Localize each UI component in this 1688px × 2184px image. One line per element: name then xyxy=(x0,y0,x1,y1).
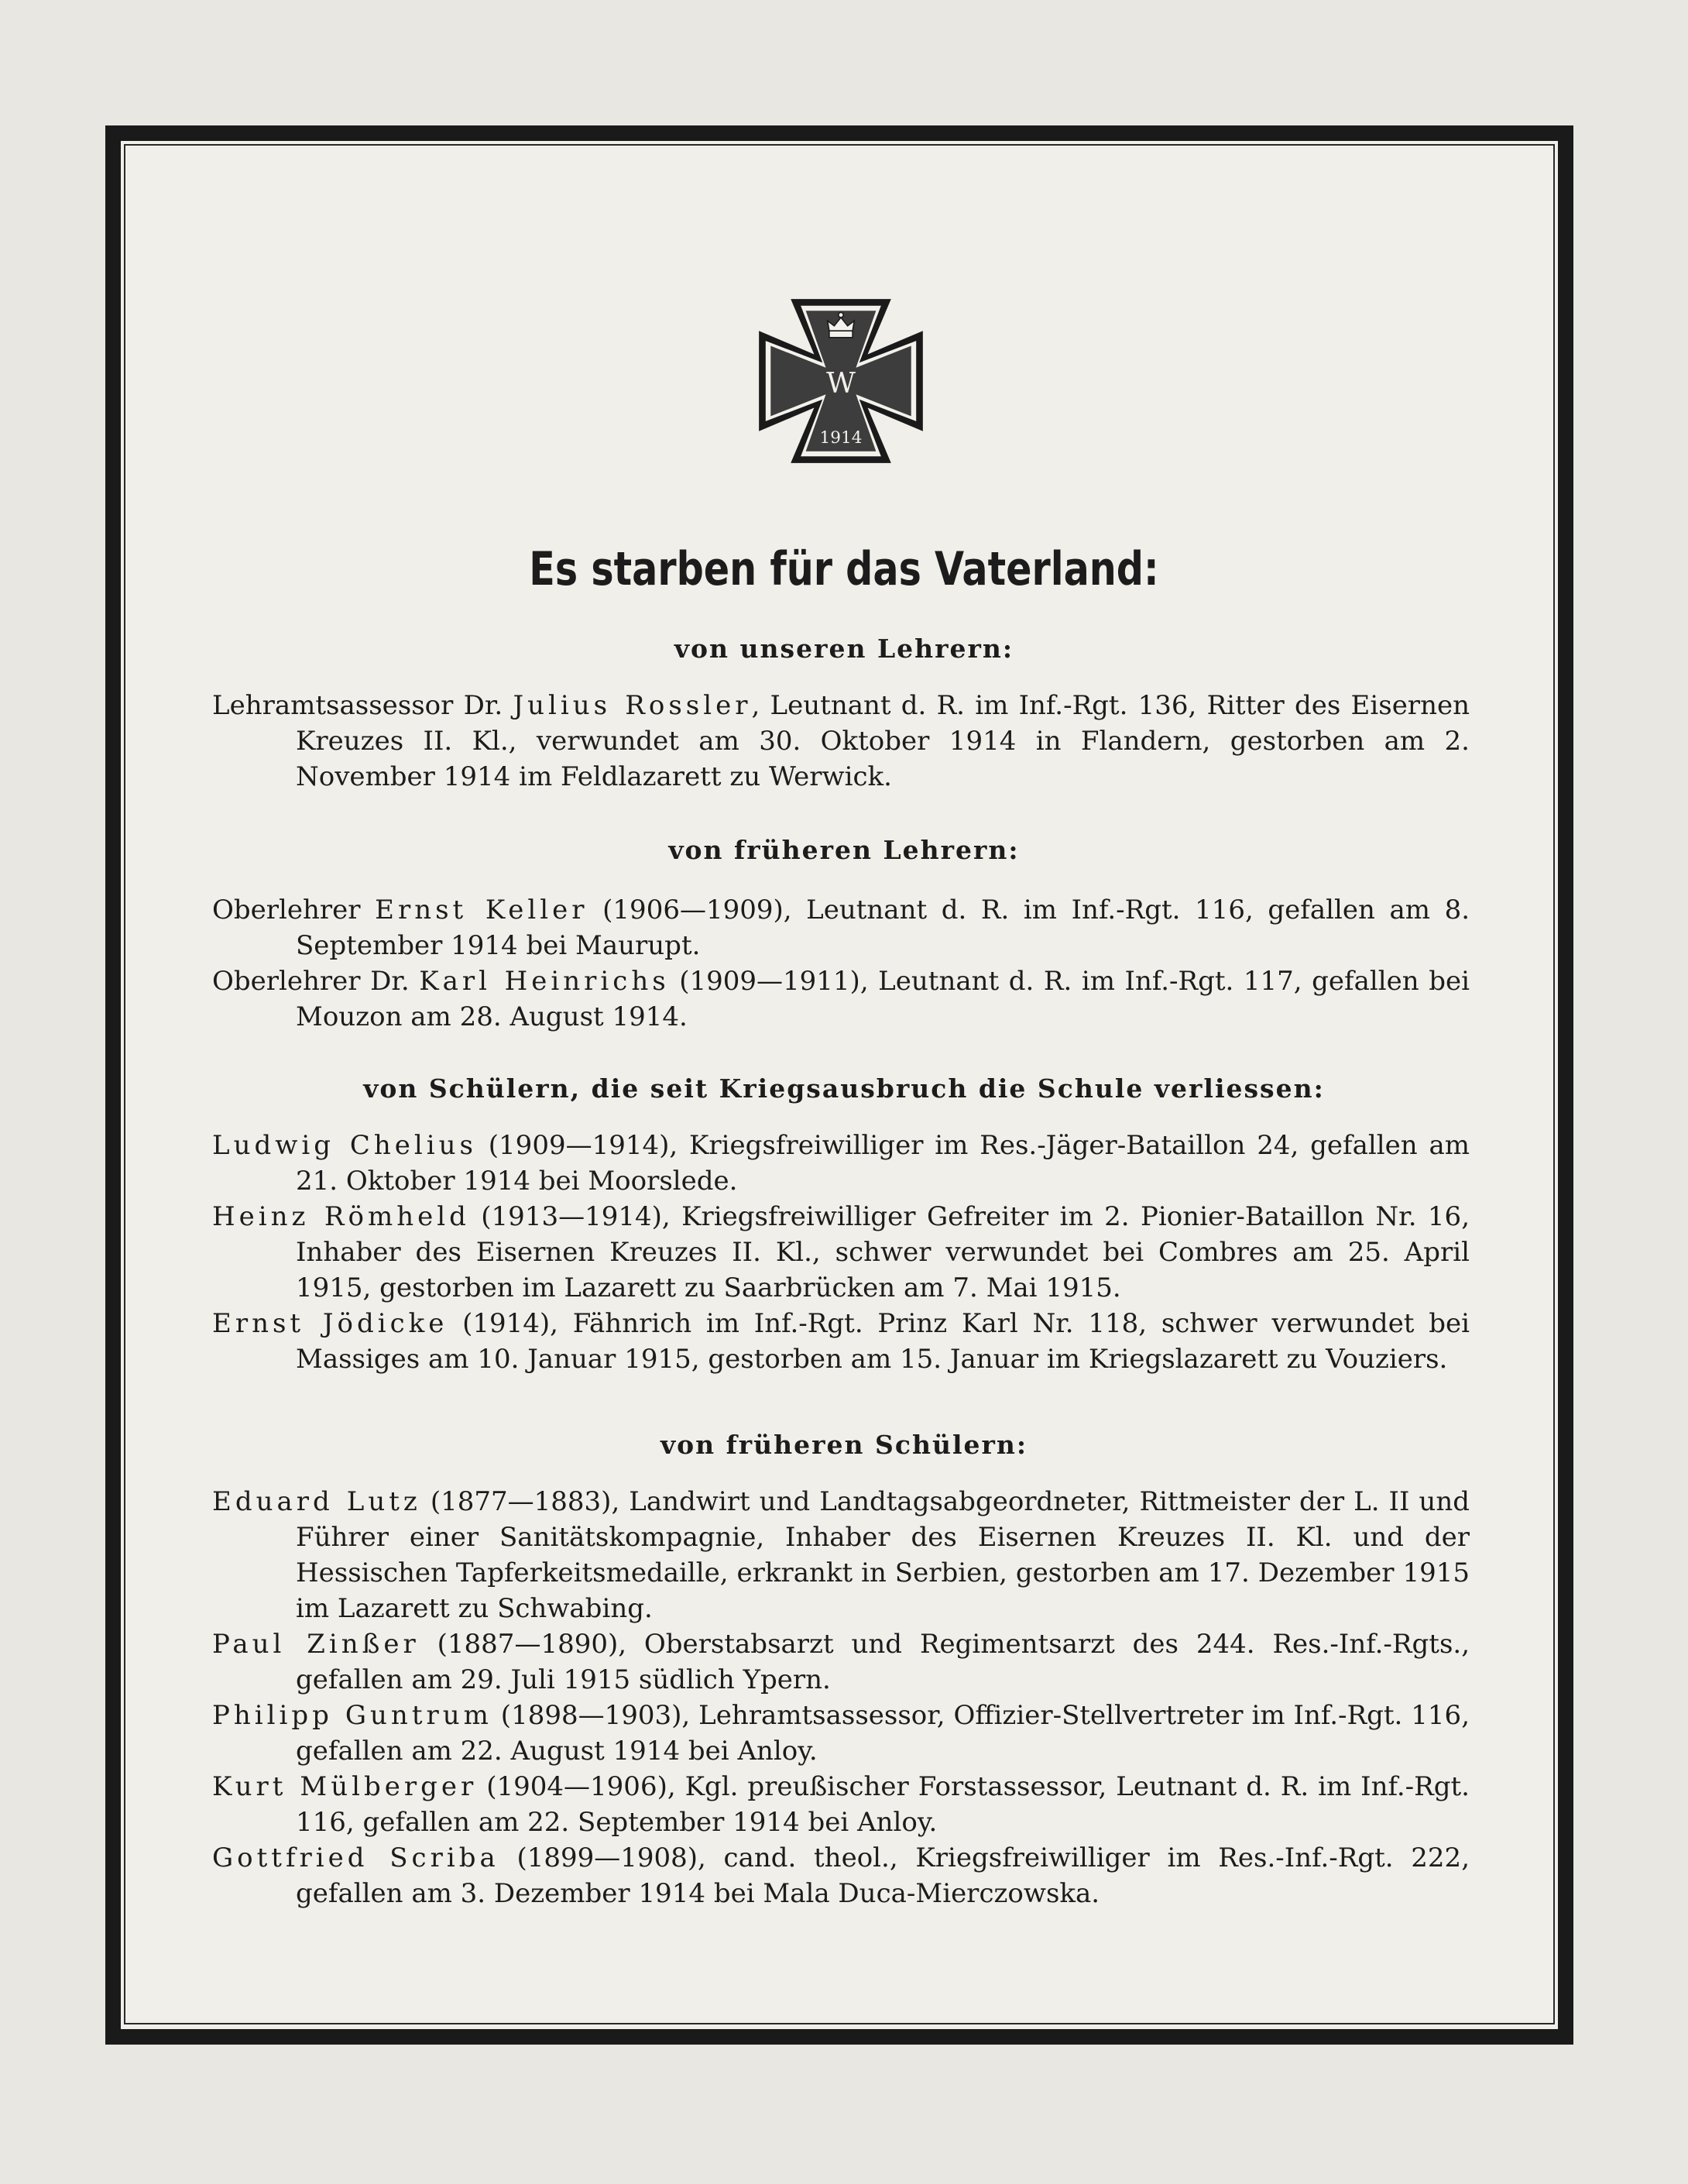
cross-monogram: W xyxy=(826,366,856,400)
section-former-teachers xyxy=(212,892,1470,1035)
entry-name: Julius Rossler xyxy=(513,690,752,721)
entry-name: Kurt Mülberger xyxy=(212,1771,478,1802)
list-item: Eduard Lutz (1877—1883), Landwirt und Landtagsabgeordneter, Rittmeister der L. II und Führer einer Sanitätskompagnie, Inhaber des Eisernen Kreuzes II. Kl. und der Hessischen Tapferkeitsmedaille, erkrankt in Serbien, gestorben am 17. Dezember 1915 im Lazarett zu Schwabing. xyxy=(212,1486,1470,1624)
cross-year: 1914 xyxy=(819,428,863,448)
list-item: Gottfried Scriba (1899—1908), cand. theol., Kriegsfreiwilliger im Res.-Inf.-Rgt. 222, gefallen am 3. Dezember 1914 bei Mala Duca-Mierczowska. xyxy=(212,1842,1470,1909)
entry-name: Paul Zinßer xyxy=(212,1629,420,1660)
entry-name: Eduard Lutz xyxy=(212,1486,421,1517)
list-item: Oberlehrer Ernst Keller (1906—1909), Leutnant d. R. im Inf.-Rgt. 116, gefallen am 8. September 1914 bei Maurupt. xyxy=(212,895,1470,961)
section-heading-teachers: von unseren Lehrern: xyxy=(674,634,1014,664)
section-teachers xyxy=(212,688,1470,795)
section-recent-pupils xyxy=(212,1128,1470,1377)
iron-cross-graphic xyxy=(757,297,925,465)
entry-name: Ludwig Chelius xyxy=(212,1130,477,1161)
entry-name: Gottfried Scriba xyxy=(212,1842,499,1873)
section-former-pupils xyxy=(212,1484,1470,1911)
list-item: Heinz Römheld (1913—1914), Kriegsfreiwilliger Gefreiter im 2. Pionier-Bataillon Nr. 16, Inhaber des Eisernen Kreuzes II. Kl., schwer verwundet bei Combres am 25. April 1915, gestorben im Lazarett zu Saarbrücken am 7. Mai 1915. xyxy=(212,1201,1470,1303)
entry-name: Ernst Keller xyxy=(375,895,588,925)
list-item: Oberlehrer Dr. Karl Heinrichs (1909—1911), Leutnant d. R. im Inf.-Rgt. 117, gefallen bei Mouzon am 28. August 1914. xyxy=(212,966,1470,1032)
iron-cross-icon xyxy=(757,297,925,465)
section-heading-recent-pupils: von Schülern, die seit Kriegsausbruch die Schule verliessen: xyxy=(363,1073,1325,1104)
list-item: Ernst Jödicke (1914), Fähnrich im Inf.-Rgt. Prinz Karl Nr. 118, schwer verwundet bei Massiges am 10. Januar 1915, gestorben am 15. Januar im Kriegslazarett zu Vouziers. xyxy=(212,1308,1470,1375)
entry-name: Karl Heinrichs xyxy=(419,966,670,997)
list-item: Lehramtsassessor Dr. Julius Rossler, Leutnant d. R. im Inf.-Rgt. 136, Ritter des Eisernen Kreuzes II. Kl., verwundet am 30. Oktober 1914 in Flandern, gestorben am 2. November 1914 im Feldlazarett zu Werwick. xyxy=(212,690,1470,792)
entry-name: Heinz Römheld xyxy=(212,1201,470,1232)
list-item: Paul Zinßer (1887—1890), Oberstabsarzt und Regimentsarzt des 244. Res.-Inf.-Rgts., gefallen am 29. Juli 1915 südlich Ypern. xyxy=(212,1629,1470,1695)
section-heading-former-pupils: von früheren Schülern: xyxy=(660,1430,1028,1460)
page-title: Es starben für das Vaterland: xyxy=(529,542,1159,596)
entry-name: Ernst Jödicke xyxy=(212,1308,448,1339)
section-heading-former-teachers: von früheren Lehrern: xyxy=(668,835,1020,865)
list-item: Philipp Guntrum (1898—1903), Lehramtsassessor, Offizier-Stellvertreter im Inf.-Rgt. 116, gefallen am 22. August 1914 bei Anloy. xyxy=(212,1700,1470,1767)
list-item: Ludwig Chelius (1909—1914), Kriegsfreiwilliger im Res.-Jäger-Bataillon 24, gefallen am 21. Oktober 1914 bei Moorslede. xyxy=(212,1130,1470,1197)
entry-name: Philipp Guntrum xyxy=(212,1700,492,1731)
list-item: Kurt Mülberger (1904—1906), Kgl. preußischer Forstassessor, Leutnant d. R. im Inf.-Rgt. 116, gefallen am 22. September 1914 bei Anloy. xyxy=(212,1771,1470,1838)
